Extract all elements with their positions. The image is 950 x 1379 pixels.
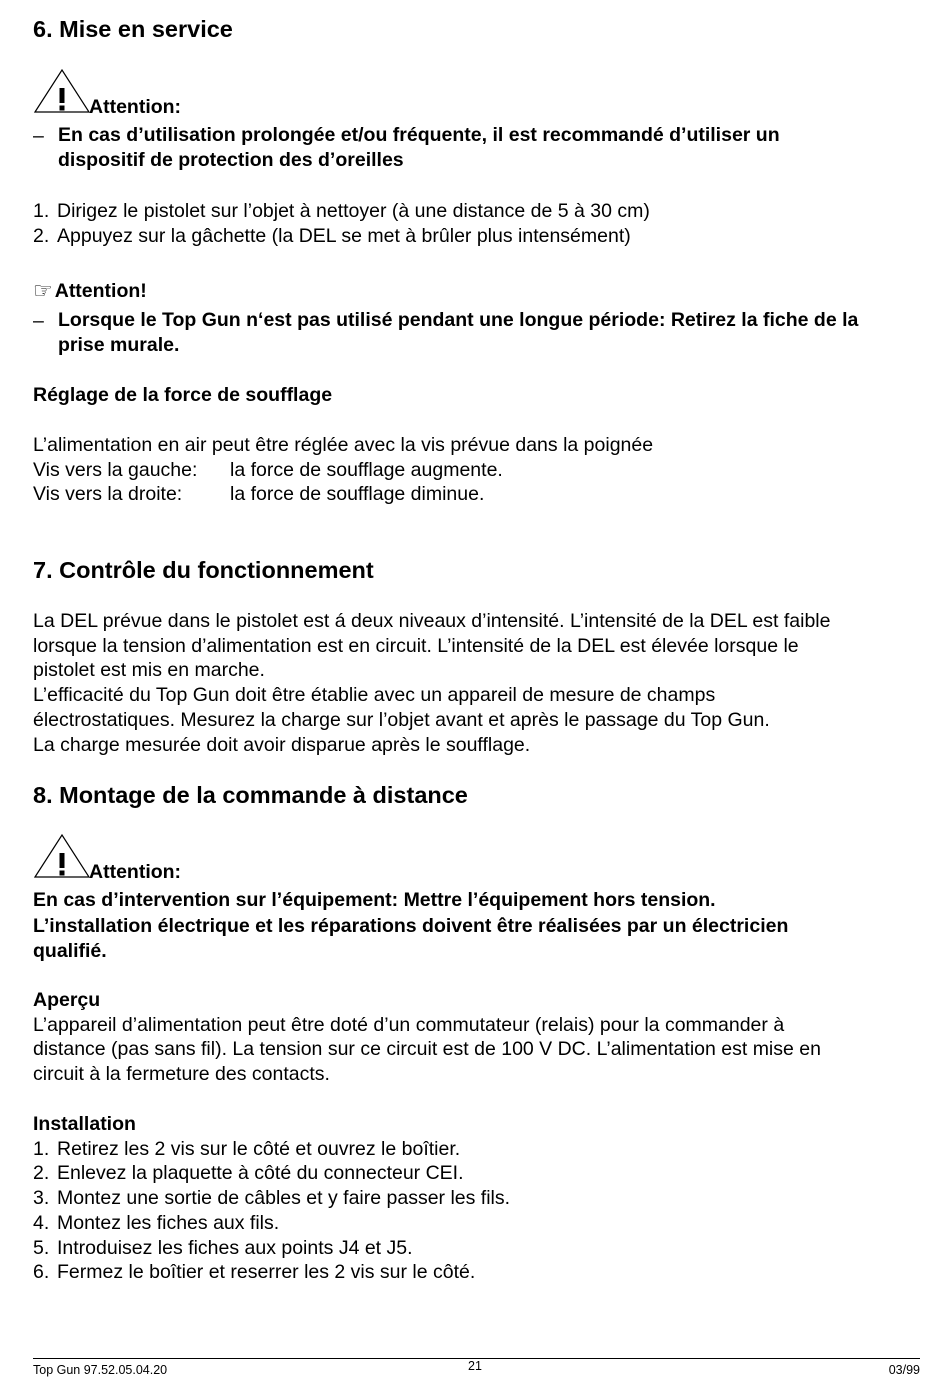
- section-7-body: [33, 609, 922, 757]
- section-7-title: 7. Contrôle du fonctionnement: [33, 557, 374, 583]
- apercu-heading: Aperçu: [33, 989, 101, 1011]
- paragraph-line: électrostatiques. Mesurez la charge sur l’objet avant et après le passage du Top Gun.: [33, 708, 770, 731]
- force-heading: Réglage de la force de soufflage: [33, 384, 333, 406]
- dash-bullet: –: [33, 310, 44, 332]
- pointing-hand-icon: ☞: [33, 279, 53, 304]
- list-item: [33, 1186, 922, 1211]
- attention-label: Attention!: [54, 280, 147, 302]
- paragraph-line: La DEL prévue dans le pistolet est á deux niveaux d’intensité. L’intensité de la DEL est faible: [33, 610, 831, 632]
- list-item: [33, 1137, 922, 1162]
- list-item: [33, 1236, 922, 1261]
- warning-triangle-icon: [33, 833, 91, 879]
- section-8-warning-text: [33, 888, 922, 965]
- paragraph-line: lorsque la tension d’alimentation est en circuit. L’intensité de la DEL est élevée lorsque le: [33, 634, 799, 657]
- force-value: la force de soufflage diminue.: [230, 483, 485, 506]
- step-number: 5.: [33, 1236, 50, 1259]
- step-number: 1.: [33, 1137, 50, 1160]
- dash-bullet: –: [33, 125, 44, 147]
- paragraph-line: pistolet est mis en marche.: [33, 659, 265, 682]
- step-number: 6.: [33, 1261, 50, 1284]
- list-item: [33, 224, 922, 249]
- step-number: 4.: [33, 1211, 50, 1234]
- list-item: [33, 1161, 922, 1186]
- footer-date: 03/99: [888, 1363, 920, 1377]
- step-text: Enlevez la plaquette à côté du connecteur CEI.: [57, 1162, 464, 1185]
- warning-line: En cas d’intervention sur l’équipement: Mettre l’équipement hors tension.: [33, 889, 716, 911]
- list-item: [33, 199, 922, 224]
- paragraph-line: circuit à la fermeture des contacts.: [33, 1063, 330, 1086]
- attention-block-3: [33, 833, 922, 883]
- list-item: [33, 1260, 922, 1285]
- step-text: Montez les fiches aux fils.: [57, 1211, 280, 1234]
- attention-item-line: Lorsque le Top Gun n‘est pas utilisé pendant une longue période: Retirez la fiche de la: [58, 309, 859, 331]
- force-intro: L’alimentation en air peut être réglée avec la vis prévue dans la poignée: [33, 434, 654, 456]
- footer-document-id: Top Gun 97.52.05.04.20: [33, 1363, 168, 1377]
- step-number: 2.: [33, 224, 50, 247]
- step-text: Montez une sortie de câbles et y faire passer les fils.: [57, 1187, 511, 1210]
- warning-line: qualifié.: [33, 940, 107, 962]
- attention-label: Attention:: [89, 96, 182, 118]
- attention-item-line: En cas d’utilisation prolongée et/ou fréquente, il est recommandé d’utiliser un: [58, 124, 780, 146]
- step-text: Dirigez le pistolet sur l’objet à nettoyer (à une distance de 5 à 30 cm): [57, 200, 650, 222]
- step-text: Introduisez les fiches aux points J4 et J5.: [57, 1236, 413, 1259]
- attention-item-line: prise murale.: [58, 333, 180, 356]
- usage-steps: [33, 199, 922, 248]
- attention-item-2: [33, 308, 922, 357]
- step-text: Appuyez sur la gâchette (la DEL se met à brûler plus intensément): [57, 224, 631, 247]
- attention-block-2: [33, 280, 922, 302]
- installation-heading: Installation: [33, 1113, 136, 1135]
- force-row-left: [33, 458, 922, 483]
- step-number: 2.: [33, 1162, 50, 1185]
- step-number: 1.: [33, 200, 50, 222]
- step-text: Fermez le boîtier et reserrer les 2 vis sur le côté.: [57, 1261, 476, 1284]
- installation-block: [33, 1112, 922, 1285]
- force-key: Vis vers la gauche:: [33, 458, 198, 481]
- apercu-block: [33, 988, 922, 1087]
- force-value: la force de soufflage augmente.: [230, 458, 503, 481]
- paragraph-line: distance (pas sans fil). La tension sur ce circuit est de 100 V DC. L’alimentation est mise en: [33, 1038, 821, 1061]
- paragraph-line: La charge mesurée doit avoir disparue après le soufflage.: [33, 733, 531, 756]
- paragraph-line: L’efficacité du Top Gun doit être établie avec un appareil de mesure de champs: [33, 684, 716, 707]
- section-8-title: 8. Montage de la commande à distance: [33, 782, 468, 808]
- step-text: Retirez les 2 vis sur le côté et ouvrez le boîtier.: [57, 1137, 461, 1160]
- attention-item-1: [33, 123, 922, 172]
- warning-line: L’installation électrique et les réparations doivent être réalisées par un électricien: [33, 914, 789, 937]
- force-body: [33, 433, 922, 507]
- list-item: [33, 1211, 922, 1236]
- step-number: 3.: [33, 1187, 50, 1210]
- paragraph-line: L’appareil d’alimentation peut être doté d’un commutateur (relais) pour la commander à: [33, 1013, 785, 1036]
- warning-triangle-icon: [33, 68, 91, 114]
- attention-label: Attention:: [89, 861, 182, 883]
- attention-block-1: [33, 68, 922, 118]
- force-row-right: [33, 482, 922, 507]
- page-number: 21: [468, 1359, 482, 1373]
- section-6-title: 6. Mise en service: [33, 16, 233, 42]
- attention-item-line: dispositif de protection des d’oreilles: [58, 148, 404, 171]
- force-key: Vis vers la droite:: [33, 483, 183, 506]
